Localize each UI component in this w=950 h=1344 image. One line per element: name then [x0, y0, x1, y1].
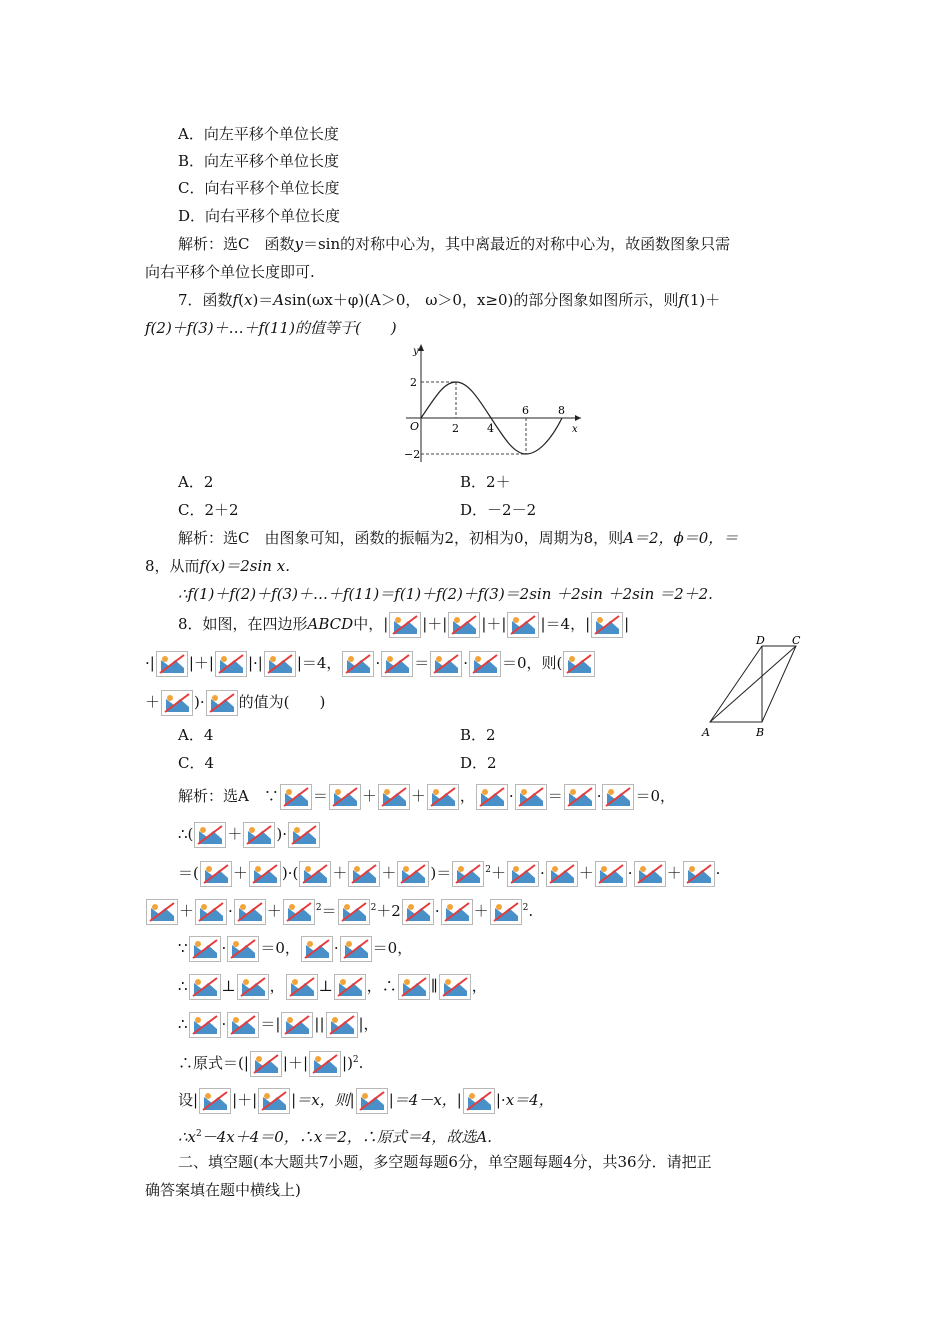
q6-solution-line1: 解析：选C 函数y＝sin的对称中心为，其中离最近的对称中心为，故函数图象只需 — [178, 235, 731, 253]
vector-image-placeholder — [515, 784, 547, 810]
vector-image-placeholder — [402, 899, 434, 925]
vector-image-placeholder — [194, 822, 226, 848]
vector-image-placeholder — [237, 974, 269, 1000]
q7-option-c: C．2＋2 — [178, 501, 239, 519]
q7-option-b: B．2＋ — [460, 473, 511, 491]
vector-image-placeholder — [281, 1012, 313, 1038]
vector-image-placeholder — [476, 784, 508, 810]
vector-image-placeholder — [250, 1051, 282, 1077]
vector-image-placeholder — [463, 1088, 495, 1114]
vector-image-placeholder — [189, 1012, 221, 1038]
q8-option-a: A．4 — [178, 726, 214, 744]
q7-option-a: A．2 — [178, 473, 214, 491]
graph-tick-x-8: 8 — [558, 404, 565, 417]
vector-image-placeholder — [206, 690, 238, 716]
vector-image-placeholder — [288, 822, 320, 848]
q6-option-c: C．向右平移个单位长度 — [178, 179, 340, 197]
q8-solution-line4: ＋ · ＋ $^2$＝ $^2$＋2 · ＋ $^2$. — [145, 898, 533, 925]
q8-solution-line9: 设| |＋| |＝x，则| |＝4－x，| |·x＝4， — [178, 1088, 554, 1114]
vector-image-placeholder — [189, 974, 221, 1000]
graph-x-label: x — [572, 424, 578, 435]
q8-solution-line3: ＝( ＋ )·( ＋ ＋ )＝ $^2$＋ · ＋ · ＋ · — [178, 860, 720, 887]
q7-stem-line2: f(2)＋f(3)＋…＋f(11)的值等于( ) — [145, 319, 397, 337]
vector-image-placeholder — [634, 861, 666, 887]
vector-image-placeholder — [452, 861, 484, 887]
q8-option-d: D．2 — [460, 754, 497, 772]
vector-image-placeholder — [227, 936, 259, 962]
vector-image-placeholder — [258, 1088, 290, 1114]
q8-quadrilateral-figure — [700, 632, 810, 740]
vector-image-placeholder — [340, 936, 372, 962]
section2-heading-line2: 确答案填在题中横线上) — [145, 1181, 301, 1199]
vector-image-placeholder — [441, 899, 473, 925]
section2-heading-line1: 二、填空题(本大题共7小题，多空题每题6分，单空题每题4分，共36分．请把正 — [178, 1153, 712, 1171]
vector-image-placeholder — [299, 861, 331, 887]
vector-image-placeholder — [280, 784, 312, 810]
q6-solution-line2: 向右平移个单位长度即可. — [145, 263, 315, 281]
q8-solution-line1: 解析：选A ∵ ＝ ＋ ＋ ， · ＝ · ＝0， — [178, 784, 675, 810]
vector-image-placeholder — [283, 899, 315, 925]
vector-image-placeholder — [329, 784, 361, 810]
vector-image-placeholder — [507, 861, 539, 887]
vector-image-placeholder — [227, 1012, 259, 1038]
vector-image-placeholder — [234, 899, 266, 925]
q8-stem-line1: 8．如图，在四边形ABCD中，| |＋| |＋| |＝4，| | — [178, 612, 629, 638]
vector-image-placeholder — [249, 861, 281, 887]
vector-image-placeholder — [243, 822, 275, 848]
vector-image-placeholder — [156, 651, 188, 677]
vector-image-placeholder — [397, 861, 429, 887]
vector-image-placeholder — [381, 651, 413, 677]
vector-image-placeholder — [430, 651, 462, 677]
vector-image-placeholder — [546, 861, 578, 887]
q8-stem-line3: ＋ )· 的值为( ) — [145, 690, 325, 716]
figure-label-c: C — [792, 634, 801, 647]
q7-sine-graph — [396, 340, 586, 468]
vector-image-placeholder — [398, 974, 430, 1000]
vector-image-placeholder — [348, 861, 380, 887]
vector-image-placeholder — [602, 784, 634, 810]
vector-image-placeholder — [378, 784, 410, 810]
q8-solution-line2: ∴( ＋ )· — [178, 822, 321, 848]
q6-option-b: B．向左平移个单位长度 — [178, 152, 340, 170]
vector-image-placeholder — [563, 651, 595, 677]
figure-label-d: D — [756, 634, 765, 647]
q6-option-a: A．向左平移个单位长度 — [178, 125, 339, 143]
vector-image-placeholder — [334, 974, 366, 1000]
q7-stem-line1: 7．函数f(x)＝Asin(ωx＋φ)(A＞0， ω＞0，x≥0)的部分图象如图所示，则f(1)＋ — [178, 291, 721, 309]
q7-option-d: D．－2－2 — [460, 501, 537, 519]
graph-origin: O — [410, 420, 420, 433]
graph-tick-y-2: 2 — [410, 376, 417, 389]
q8-solution-line8: ∴原式＝(| |＋| |)$^2$. — [178, 1050, 363, 1077]
graph-tick-x-2: 2 — [452, 422, 459, 435]
q8-solution-line10: $\therefore x^2-4x+4=0$，∴x＝2，∴原式＝4，故选A. — [178, 1128, 492, 1146]
vector-image-placeholder — [591, 612, 623, 638]
vector-image-placeholder — [264, 651, 296, 677]
vector-image-placeholder — [595, 861, 627, 887]
vector-image-placeholder — [161, 690, 193, 716]
graph-y-label: y — [413, 346, 419, 357]
vector-image-placeholder — [389, 612, 421, 638]
graph-tick-x-4: 4 — [487, 422, 494, 435]
q7-solution-line1: 解析：选C 由图象可知，函数的振幅为2，初相为0，周期为8，则A＝2，ϕ＝0，＝ — [178, 529, 739, 547]
vector-image-placeholder — [342, 651, 374, 677]
q7-solution-line2: 8，从而f(x)＝2sin x. — [145, 557, 290, 575]
vector-image-placeholder — [199, 1088, 231, 1114]
vector-image-placeholder — [301, 936, 333, 962]
vector-image-placeholder — [469, 651, 501, 677]
vector-image-placeholder — [309, 1051, 341, 1077]
q8-option-c: C．4 — [178, 754, 215, 772]
vector-image-placeholder — [683, 861, 715, 887]
q8-option-b: B．2 — [460, 726, 496, 744]
vector-image-placeholder — [490, 899, 522, 925]
vector-image-placeholder — [564, 784, 596, 810]
vector-image-placeholder — [427, 784, 459, 810]
vector-image-placeholder — [146, 899, 178, 925]
q6-option-d: D．向右平移个单位长度 — [178, 207, 341, 225]
graph-tick-y-neg2: −2 — [404, 448, 421, 461]
vector-image-placeholder — [326, 1012, 358, 1038]
vector-image-placeholder — [356, 1088, 388, 1114]
vector-image-placeholder — [439, 974, 471, 1000]
q8-solution-line6: ∴ ⊥ ， ⊥ ，∴ ∥ ， — [178, 974, 487, 1000]
figure-label-a: A — [702, 726, 710, 739]
q8-stem-line2: ·| |＋| |·| |＝4， · ＝ · ＝0，则( — [145, 651, 596, 677]
vector-image-placeholder — [338, 899, 370, 925]
vector-image-placeholder — [215, 651, 247, 677]
vector-image-placeholder — [200, 861, 232, 887]
vector-image-placeholder — [286, 974, 318, 1000]
q8-solution-line5: ∵ · ＝0， · ＝0， — [178, 936, 412, 962]
vector-image-placeholder — [448, 612, 480, 638]
q7-solution-line3: ∴f(1)＋f(2)＋f(3)＋…＋f(11)＝f(1)＋f(2)＋f(3)＝2sin ＋2sin ＋2sin ＝2＋2. — [178, 585, 713, 603]
vector-image-placeholder — [507, 612, 539, 638]
vector-image-placeholder — [195, 899, 227, 925]
figure-label-b: B — [756, 726, 765, 739]
q8-solution-line7: ∴ · ＝| || |， — [178, 1012, 379, 1038]
vector-image-placeholder — [189, 936, 221, 962]
graph-tick-x-6: 6 — [522, 404, 529, 417]
